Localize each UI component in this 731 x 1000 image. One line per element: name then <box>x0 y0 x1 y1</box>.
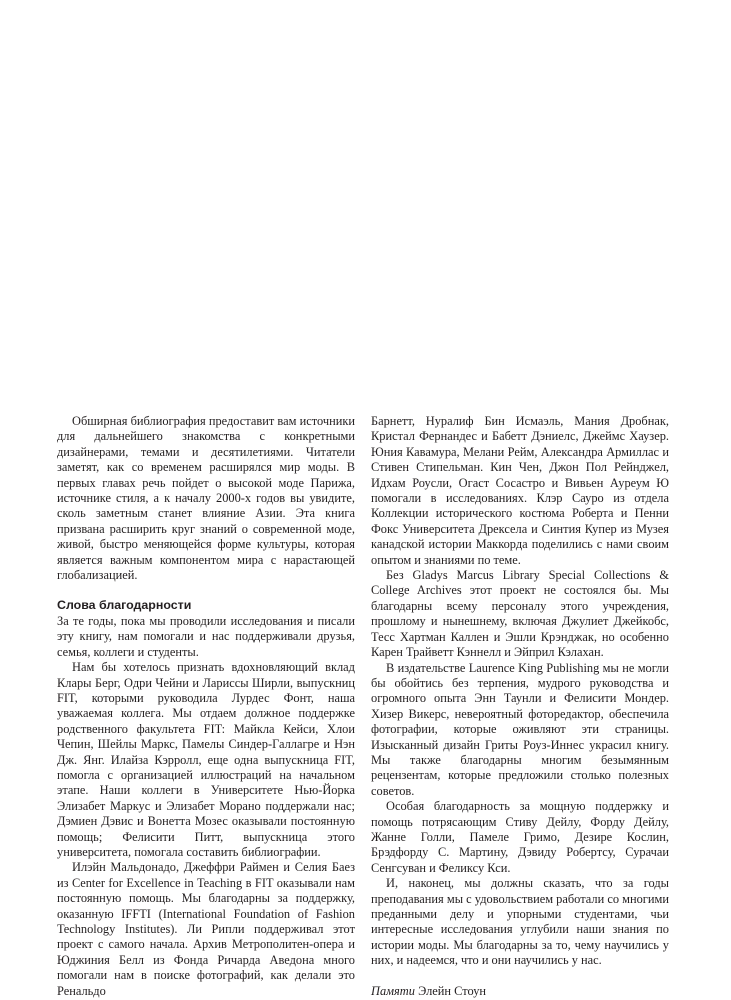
right-column <box>371 414 669 999</box>
body-paragraph: Без Gladys Marcus Library Special Collections & College Archives этот проект не состоялся бы. Мы благодарны всему персоналу этого учреждения, прошлому и нынешнему, включая Джулиет Джейкобс, Тесс Хартман Каллен и Эшли Крэнджак, но особенно Карен Трайветт Кэннелл и Эйприл Кэлахан. <box>371 568 669 660</box>
body-paragraph: В издательстве Laurence King Publishing мы не могли бы обойтись без терпения, мудрого руководства и огромного опыта Энн Таунли и Фелисити Мондер. Хизер Викерс, невероятный фоторедактор, обеспечила фотографии, которые оживляют эти страницы. Изысканный дизайн Гриты Роуз-Иннес украсил книгу. Мы также благодарны многим безымянным рецензентам, которые предложили столько полезных советов. <box>371 660 669 798</box>
acknowledgements-heading: Слова благодарности <box>57 598 192 613</box>
left-column <box>57 414 355 999</box>
body-paragraph: Особая благодарность за мощную поддержку и помощь потрясающим Стиву Дейлу, Форду Дейлу, Жанне Голли, Памеле Гримо, Дезире Кослин, Брэдфорду С. Мартину, Дэвиду Робертсу, Сурачаи Сенгсуван и Феликсу Кси. <box>371 799 669 875</box>
body-paragraph: Барнетт, Нуралиф Бин Исмаэль, Мания Дробнак, Кристал Фернандес и Бабетт Дэниелс, Джеймс Хаузер. Юния Кавамура, Мелани Рейм, Александра Армиллас и Стивен Стипельман. Кин Чен, Джон Пол Рейнджел, Идхам Роусли, Огаст Сосастро и Вивьен Ауреум Ю помогали в исследованиях. Клэр Сауро из отдела Коллекции исторического костюма Роберта и Пенни Фокс Университета Дрексела и Синтия Купер из Музея канадской истории Маккорда поделились с нами своим опытом и знаниями по теме. <box>371 414 669 567</box>
dedication-name: Элейн Стоун <box>414 983 487 998</box>
dedication <box>371 984 669 999</box>
body-paragraph: И, наконец, мы должны сказать, что за годы преподавания мы с удовольствием работали со многими преданными делу и упорными студентами, чьи интересные исследования углубили наши знания по истории моды. Мы благодарны за то, чему научились у них, и надеемся, что и они научились у нас. <box>371 876 669 968</box>
dedication-prefix: Памяти <box>371 983 415 998</box>
body-paragraph: Нам бы хотелось признать вдохновляющий вклад Клары Берг, Одри Чейни и Лариссы Ширли, выпускниц FIT, которыми руководила Лурдес Фонт, наша уважаемая коллега. Мы отдаем должное поддержке родственного факультета FIT: Майкла Кейси, Хлои Чепин, Шейлы Маркс, Памелы Синдер-Галлагре и Нэн Дж. Янг. Илайза Кэрролл, еще одна выпускница FIT, помогла с организацией иллюстраций на начальном этапе. Наши коллеги в Университете Нью-Йорка Элизабет Маркус и Элизабет Морано поддержали нас; Дэмиен Дэвис и Вонетта Мозес оказывали постоянную помощь; Фелисити Питт, выпускница этого университета, помогала составить библиографии. <box>57 660 355 859</box>
body-paragraph: Илэйн Мальдонадо, Джеффри Раймен и Селия Баез из Center for Excellence in Teaching в FIT оказывали нам постоянную помощь. Мы благодарны за поддержку, оказанную IFFTI (International Foundation of Fashion Technology Institutes). Ли Рипли поддерживал этот проект с самого начала. Архив Метрополитен-опера и Юджиния Белл из Фонда Ричарда Аведона много помогали нам в поиске фотографий, как делали это Ренальдо <box>57 860 355 998</box>
intro-paragraph: Обширная библиография предоставит вам источники для дальнейшего знакомства с конкретными дизайнерами, темами и десятилетиями. Читатели заметят, как со временем расширялся мир моды. В первых главах речь пойдет о высокой моде Парижа, источнике стиля, а к началу 2000-х годов вы увидите, сколь заметным станет влияние Азии. Эта книга призвана расширить круг знаний о современной моде, живой, быстро меняющейся форме культуры, которая является важным компонентом мира с нарастающей глобализацией. <box>57 414 355 583</box>
body-paragraph: За те годы, пока мы проводили исследования и писали эту книгу, нам помогали и нас поддерживали друзья, семья, коллеги и студенты. <box>57 613 355 659</box>
